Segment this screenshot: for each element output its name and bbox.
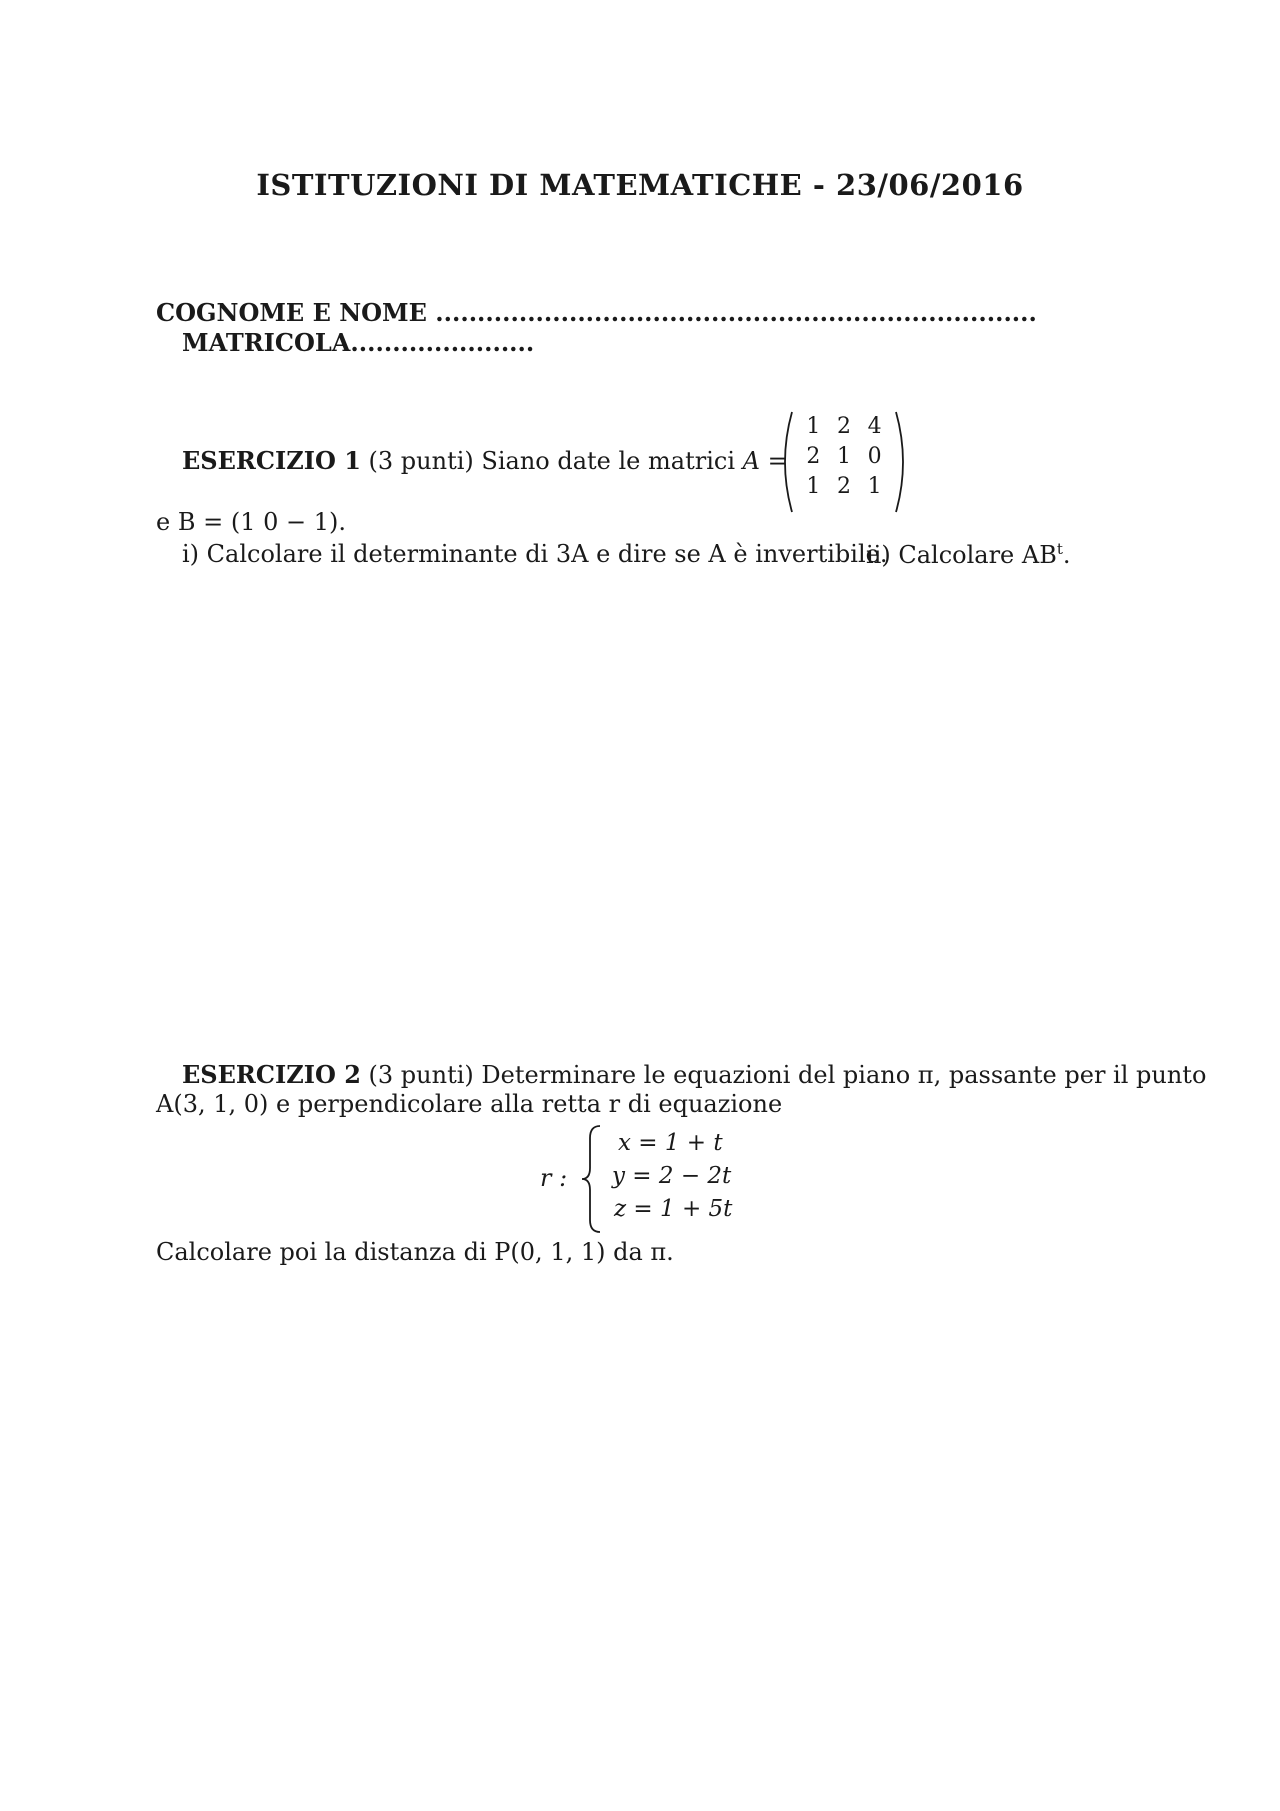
question-2-text: ii) Calcolare AB <box>866 541 1057 569</box>
matrix-entry: 2 <box>836 414 851 439</box>
exercise-2-intro <box>182 1060 1206 1089</box>
exercise-2-heading: ESERCIZIO 2 <box>182 1060 361 1089</box>
exercise-2-line2: A(3, 1, 0) e perpendicolare alla retta r di equazione <box>156 1090 783 1118</box>
equation-y: y = 2 − 2t <box>612 1163 732 1189</box>
exercise-1-points: (3 punti) Siano date le matrici <box>368 447 735 475</box>
right-paren <box>892 410 912 514</box>
matrix-a-label: A = <box>742 447 788 475</box>
left-paren <box>776 410 796 514</box>
question-1: i) Calcolare il determinante di 3A e dire se A è invertibile. <box>182 540 888 568</box>
matrix-entry: 1 <box>867 474 882 499</box>
name-dots: ........................................................................ <box>435 298 1037 327</box>
matricola-label: MATRICOLA <box>182 328 351 357</box>
transpose-sup: t <box>1056 540 1063 558</box>
matrix-a-entries <box>798 414 890 499</box>
question-2 <box>866 540 1071 569</box>
matrix-entry: 1 <box>806 414 821 439</box>
exercise-1-heading: ESERCIZIO 1 <box>182 446 361 475</box>
matrix-entry: 1 <box>836 444 851 469</box>
exercise-1-intro <box>182 446 788 475</box>
equations <box>612 1127 732 1226</box>
exercise-2-final: Calcolare poi la distanza di P(0, 1, 1) da π. <box>156 1238 674 1266</box>
system-label: r : <box>540 1164 568 1192</box>
matrix-b-line: e B = (1 0 − 1). <box>156 508 346 536</box>
matrix-entry: 0 <box>867 444 882 469</box>
matricola-dots: ...................... <box>350 328 535 357</box>
matrix-entry: 2 <box>836 474 851 499</box>
name-field <box>156 298 1037 327</box>
page-title: ISTITUZIONI DI MATEMATICHE - 23/06/2016 <box>256 168 1024 202</box>
matricola-field <box>182 328 534 357</box>
exercise-2-text: (3 punti) Determinare le equazioni del piano π, passante per il punto <box>368 1061 1207 1089</box>
matrix-entry: 1 <box>806 474 821 499</box>
matrix-entry: 4 <box>867 414 882 439</box>
name-label: COGNOME E NOME <box>156 298 427 327</box>
left-brace <box>580 1124 604 1234</box>
question-2-period: . <box>1062 541 1071 569</box>
matrix-entry: 2 <box>806 444 821 469</box>
equation-z: z = 1 + 5t <box>614 1196 733 1222</box>
matrix-a <box>776 410 912 514</box>
line-system <box>540 1124 760 1234</box>
equation-x: x = 1 + t <box>618 1130 723 1156</box>
